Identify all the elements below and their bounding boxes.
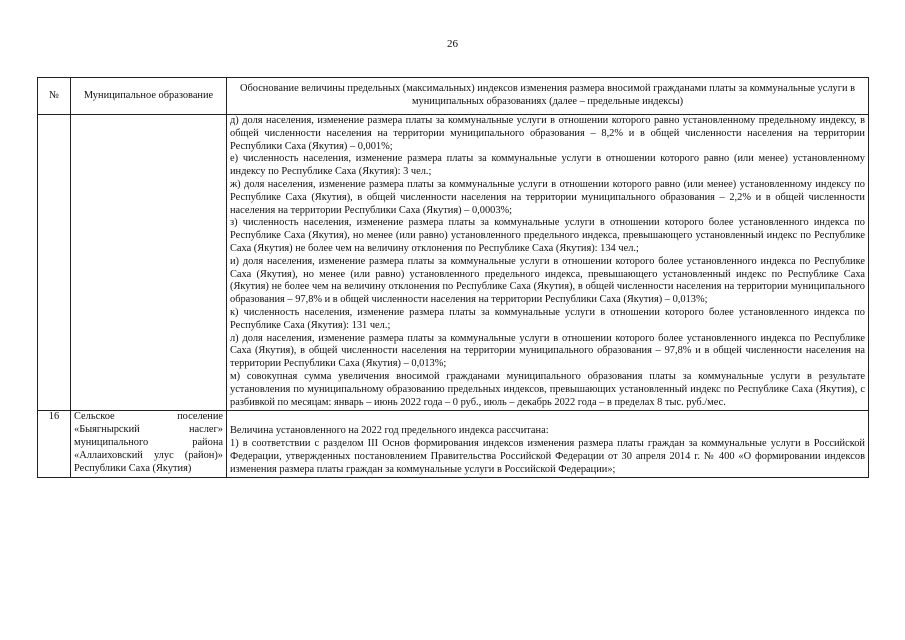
header-municipality: Муниципальное образование — [71, 78, 227, 115]
justification-paragraph: е) численность населения, изменение размера платы за коммунальные услуги в отношении которого равно (или менее) установленному индексу по Республике Саха (Якутия): 3 чел.; — [230, 153, 865, 178]
table-row — [38, 115, 869, 411]
justification-paragraph: ж) доля населения, изменение размера платы за коммунальные услуги в отношении которого равно (или менее) установленному индексу по Республике Саха (Якутия), в общей численности населения на территории муниципального образования – 2,2% и в общей численности населения на территории Республики Саха (Якутия) – 0,0003%; — [230, 178, 865, 216]
table-header-row — [38, 78, 869, 115]
justification-paragraph: з) численность населения, изменение размера платы за коммунальные услуги в отношении которого более установленного индекса по Республике Саха (Якутия), но менее (или равно) установленного предельного индекса, превышающего установленный индекс по Республике Саха (Якутия) не более чем на величину отклонения по Республике Саха (Якутия): 134 чел.; — [230, 217, 865, 254]
row-municipality: Сельское поселение «Быягнырский наслег» муниципального района «Аллаиховский улус (район)» Республики Саха (Якутия) — [71, 411, 227, 477]
justification-paragraph: д) доля населения, изменение размера платы за коммунальные услуги в отношении которого равно установленному предельному индексу, в общей численности населения на территории муниципального образования – 8,2% и в общей численности населения на территории Республики Саха (Якутия) – 0,001%; — [230, 115, 865, 152]
justification-paragraph: 1) в соответствии с разделом III Основ формирования индексов изменения размера платы граждан за коммунальные услуги в Российской Федерации, утвержденных постановлением Правительства Российской Федерации от 30 апреля 2014 г. № 400 «О формировании индексов изменения размера платы граждан за коммунальные услуги в Российской Федерации»; — [230, 438, 865, 475]
table-row — [38, 411, 869, 477]
justification-paragraph: и) доля населения, изменение размера платы за коммунальные услуги в отношении которого более установленного индекса по Республике Саха (Якутия), но менее (или равно) установленного предельного индекса, превышающего установленный индекс по Республике Саха (Якутия) не более чем на величину отклонения по Республике Саха (Якутия), в общей численности населения на территории муниципального образования – 97,8% и в общей численности населения на территории Республики Саха (Якутия) – 0,013%; — [230, 255, 865, 306]
row-justification — [227, 411, 869, 477]
header-number: № — [38, 78, 71, 115]
justification-paragraph: к) численность населения, изменение размера платы за коммунальные услуги в отношении которого более установленного индекса по Республике Саха (Якутия): 131 чел.; — [230, 306, 865, 331]
row-municipality — [71, 115, 227, 411]
row-number — [38, 115, 71, 411]
justification-paragraph: л) доля населения, изменение размера платы за коммунальные услуги в отношении которого более установленного индекса по Республике Саха (Якутия), в общей численности населения на территории муниципального образования – 97,8% и в общей численности населения на территории Республики Саха (Якутия) – 0,013%; — [230, 332, 865, 370]
justification-paragraph: м) совокупная сумма увеличения вносимой гражданами муниципального образования платы за коммунальные услуги в результате установления по муниципальному образованию предельных индексов, превышающих установленный индекс по Республике Саха (Якутия), с разбивкой по месяцам: январь – июнь 2022 года – 0 руб., июль – декабрь 2022 года – в пределах 8 тыс. руб./мес. — [230, 370, 865, 408]
tariff-table — [37, 77, 869, 478]
header-justification: Обоснование величины предельных (максимальных) индексов изменения размера вносимой гражданами платы за коммунальные услуги в муниципальных образованиях (далее – предельные индексы) — [227, 78, 869, 115]
row-justification — [227, 115, 869, 411]
row-number: 16 — [38, 411, 71, 477]
page-number: 26 — [447, 38, 458, 50]
justification-paragraph: Величина установленного на 2022 год предельного индекса рассчитана: — [230, 425, 549, 437]
